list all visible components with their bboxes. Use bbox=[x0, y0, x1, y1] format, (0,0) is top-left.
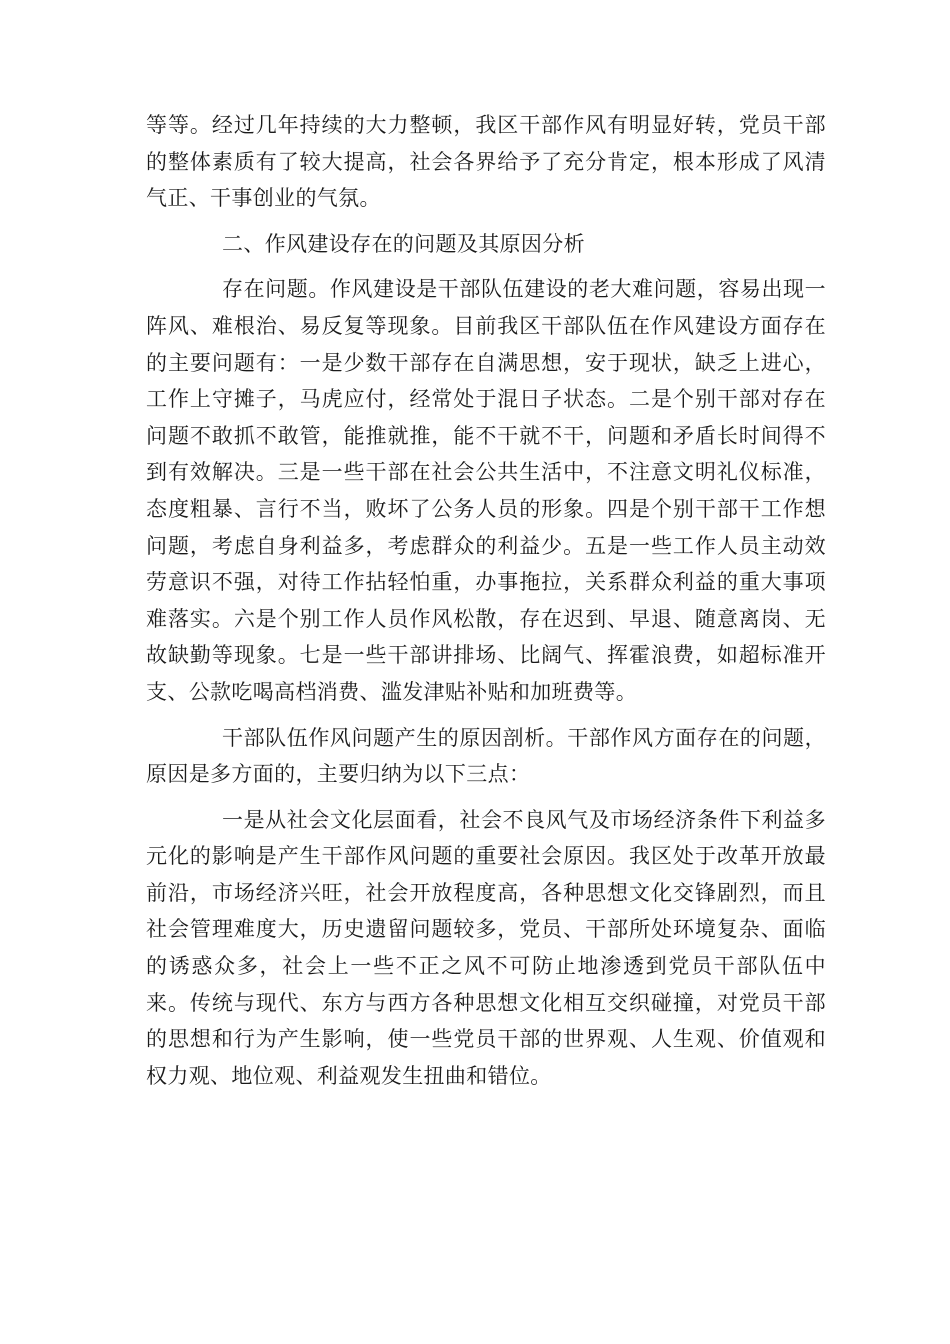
paragraph-social-cultural-cause: 一是从社会文化层面看，社会不良风气及市场经济条件下利益多元化的影响是产生干部作风问题的重要社会原因。我区处于改革开放最前沿，市场经济兴旺，社会开放程度高，各种思想文化交锋剧烈，而且社会管理难度大，历史遗留问题较多，党员、干部所处环境复杂、面临的诱惑众多，社会上一些不正之风不可防止地渗透到党员干部队伍中来。传统与现代、东方与西方各种思想文化相互交织碰撞，对党员干部的思想和行为产生影响，使一些党员干部的世界观、人生观、价值观和权力观、地位观、利益观发生扭曲和错位。 bbox=[146, 807, 826, 1088]
section-heading-problems-causes: 二、作风建设存在的问题及其原因分析 bbox=[222, 231, 585, 256]
document-page bbox=[146, 107, 826, 1094]
paragraph-existing-problems: 存在问题。作风建设是干部队伍建设的老大难问题，容易出现一阵风、难根治、易反复等现象。目前我区干部队伍在作风建设方面存在的主要问题有：一是少数干部存在自满思想，安于现状，缺乏上进心，工作上守摊子，马虎应付，经常处于混日子状态。二是个别干部对存在问题不敢抓不敢管，能推就推，能不干就不干，问题和矛盾长时间得不到有效解决。三是一些干部在社会公共生活中，不注意文明礼仪标准，态度粗暴、言行不当，败坏了公务人员的形象。四是个别干部干工作想问题，考虑自身利益多，考虑群众的利益少。五是一些工作人员主动效劳意识不强，对待工作拈轻怕重，办事拖拉，关系群众利益的重大事项难落实。六是个别工作人员作风松散，存在迟到、早退、随意离岗、无故缺勤等现象。七是一些干部讲排场、比阔气、挥霍浪费，如超标准开支、公款吃喝高档消费、滥发津贴补贴和加班费等。 bbox=[146, 277, 826, 704]
paragraph-cause-analysis-intro: 干部队伍作风问题产生的原因剖析。干部作风方面存在的问题，原因是多方面的，主要归纳为以下三点： bbox=[146, 725, 826, 787]
paragraph-closing-summary: 等等。经过几年持续的大力整顿，我区干部作风有明显好转，党员干部的整体素质有了较大提高，社会各界给予了充分肯定，根本形成了风清气正、干事创业的气氛。 bbox=[146, 113, 826, 211]
